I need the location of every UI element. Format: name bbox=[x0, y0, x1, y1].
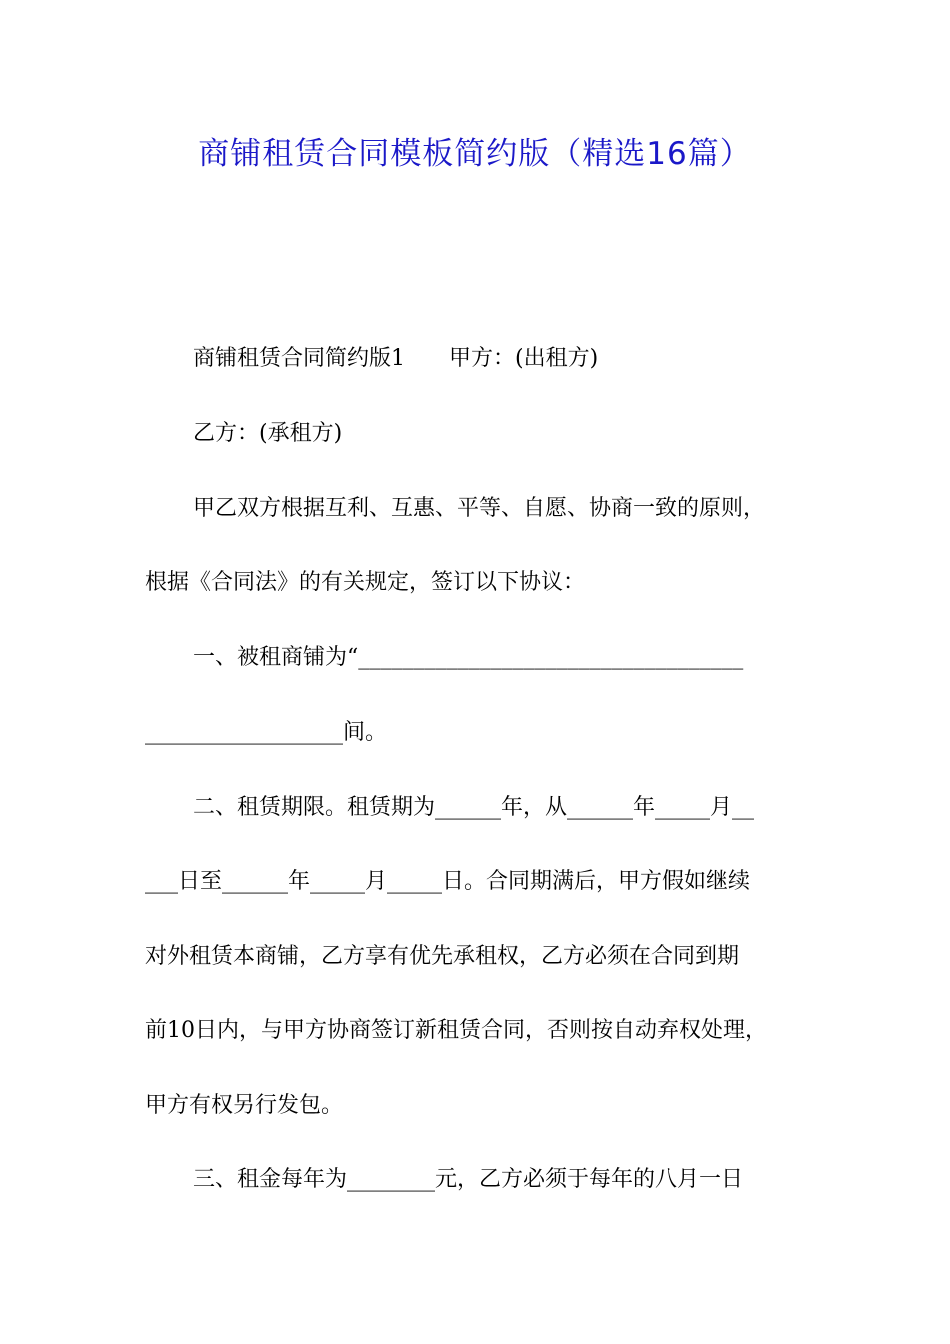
text-line: 根据《合同法》的有关规定，签订以下协议： bbox=[145, 570, 586, 595]
text-line: 一、被租商铺为“___________________________________ bbox=[193, 645, 744, 670]
text-line: 商铺租赁合同简约版1 甲方：(出租方) bbox=[193, 346, 599, 371]
text-line: __________________间。 bbox=[145, 720, 388, 745]
text-line: 三、租金每年为________元，乙方必须于每年的八月一日 bbox=[193, 1167, 744, 1192]
text-line: 乙方：(承租方) bbox=[193, 421, 343, 446]
text-line: ___日至______年_____月_____日。合同期满后，甲方假如继续 bbox=[145, 869, 751, 894]
text-line: 对外租赁本商铺，乙方享有优先承租权，乙方必须在合同到期 bbox=[145, 944, 740, 969]
text-line: 甲乙双方根据互利、互惠、平等、自愿、协商一致的原则， bbox=[193, 496, 766, 521]
text-line: 二、租赁期限。租赁期为______年，从______年_____月__ bbox=[193, 795, 755, 820]
text-line: 前10日内，与甲方协商签订新租赁合同，否则按自动弃权处理， bbox=[145, 1018, 767, 1043]
document-title: 商铺租赁合同模板简约版（精选16篇） bbox=[198, 136, 752, 172]
text-line: 甲方有权另行发包。 bbox=[145, 1093, 344, 1118]
